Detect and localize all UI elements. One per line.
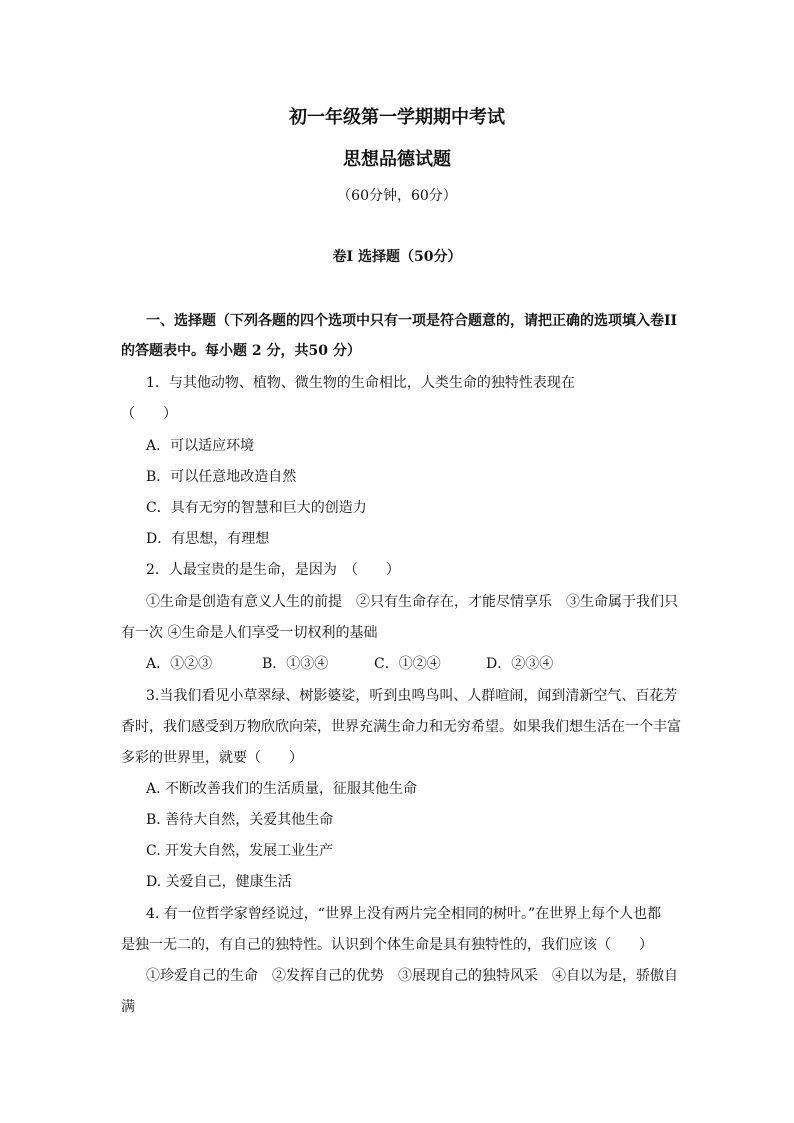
q4-statements-line-2: 满: [121, 999, 135, 1015]
q1-option-d: D．有思想，有理想: [146, 531, 270, 547]
q2-statements-line-2: 有一次 ④生命是人们享受一切权利的基础: [121, 625, 378, 641]
q2-options: [146, 654, 553, 674]
q3-option-b: B. 善待大自然，关爱其他生命: [146, 812, 334, 828]
q2-option-b: B．①③④: [262, 656, 329, 672]
q2-option-a: A．①②③: [146, 656, 213, 672]
q1-option-a: A．可以适应环境: [146, 438, 255, 454]
q2-option-d: D．②③④: [486, 656, 554, 672]
q1-stem: 1．与其他动物、植物、微生物的生命相比，人类生命的独特性表现在: [146, 375, 575, 391]
q2-option-c: C．①②④: [374, 656, 441, 672]
q1-option-b: B．可以任意地改造自然: [146, 469, 297, 485]
subject-title: 思想品德试题: [343, 149, 451, 170]
q3-option-d: D. 关爱自己，健康生活: [146, 874, 292, 890]
q1-option-c: C．具有无穷的智慧和巨大的创造力: [146, 500, 367, 516]
time-score: （60分钟，60分）: [337, 188, 457, 204]
q2-stem: 2．人最宝贵的是生命，是因为 （ ）: [146, 562, 400, 578]
q4-stem-line-2: 是独一无二的，有自己的独特性。认识到个体生命是具有独特性的，我们应该（ ）: [121, 937, 653, 953]
exam-title: 初一年级第一学期期中考试: [289, 107, 505, 128]
q3-stem-line-3: 多彩的世界里，就要（ ）: [121, 750, 303, 766]
q3-stem-line-1: 3.当我们看见小草翠绿、树影婆娑，听到虫鸣鸟叫、人群喧闹，闻到清新空气、百花芳: [146, 688, 678, 704]
section-title: 卷I 选择题（50分）: [332, 249, 462, 265]
q1-blank: （ ）: [121, 406, 177, 422]
instructions-line-1: 一、选择题（下列各题的四个选项中只有一项是符合题意的，请把正确的选项填入卷II: [146, 313, 678, 329]
q2-statements-line-1: ①生命是创造有意义人生的前提 ②只有生命存在，才能尽情享乐 ③生命属于我们只: [146, 594, 678, 610]
q4-statements-line-1: ①珍爱自己的生命 ②发挥自己的优势 ③展现自己的独特风采 ④自以为是，骄傲自: [146, 968, 678, 984]
q4-stem-line-1: 4. 有一位哲学家曾经说过，“世界上没有两片完全相同的树叶。”在世界上每个人也都: [146, 906, 662, 922]
q3-option-c: C. 开发大自然，发展工业生产: [146, 843, 334, 859]
instructions-line-2: 的答题表中。每小题 2 分，共50 分）: [121, 343, 361, 359]
q3-stem-line-2: 香时，我们感受到万物欣欣向荣，世界充满生命力和无穷希望。如果我们想生活在一个丰富: [121, 719, 681, 735]
q3-option-a: A. 不断改善我们的生活质量，征服其他生命: [146, 781, 418, 797]
